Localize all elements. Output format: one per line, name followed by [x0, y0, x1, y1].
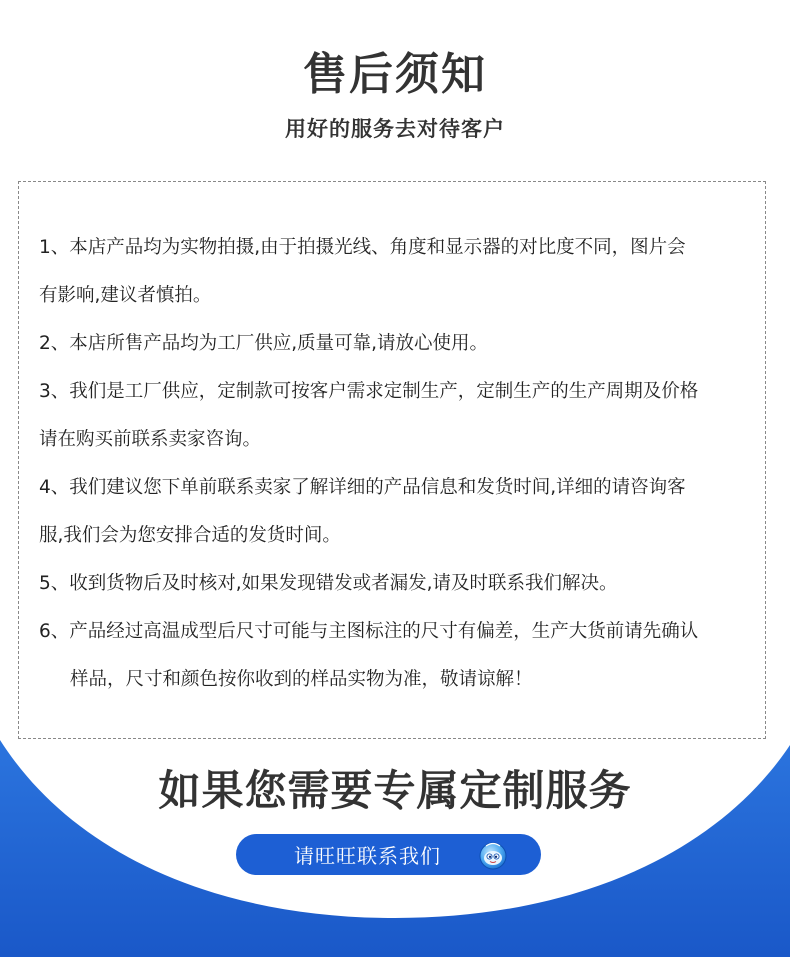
- wangwang-icon: [477, 839, 509, 871]
- page-subtitle: 用好的服务去对待客户: [285, 117, 505, 141]
- page-title: 售后须知: [303, 49, 487, 100]
- notice-line: 有影响,建议者慎拍。: [39, 285, 212, 306]
- notice-line: 6、产品经过高温成型后尺寸可能与主图标注的尺寸有偏差，生产大货前请先确认: [39, 621, 699, 642]
- contact-via-wangwang-button[interactable]: [236, 834, 541, 875]
- notice-line: 1、本店产品均为实物拍摄,由于拍摄光线、角度和显示器的对比度不同，图片会: [39, 237, 686, 258]
- custom-service-heading: 如果您需要专属定制服务: [158, 766, 632, 815]
- notice-line: 服,我们会为您安排合适的发货时间。: [39, 525, 341, 546]
- contact-button-label: 请旺旺联系我们: [294, 844, 441, 868]
- notice-line: 2、本店所售产品均为工厂供应,质量可靠,请放心使用。: [39, 333, 489, 354]
- notice-line: 4、我们建议您下单前联系卖家了解详细的产品信息和发货时间,详细的请咨询客: [39, 477, 686, 498]
- after-sales-notice-box: [18, 181, 766, 739]
- notice-line: 5、收到货物后及时核对,如果发现错发或者漏发,请及时联系我们解决。: [39, 573, 618, 594]
- notice-line: 3、我们是工厂供应，定制款可按客户需求定制生产，定制生产的生产周期及价格: [39, 381, 699, 402]
- notice-line: 请在购买前联系卖家咨询。: [39, 429, 262, 450]
- notice-line: 样品，尺寸和颜色按你收到的样品实物为准，敬请谅解！: [70, 669, 533, 690]
